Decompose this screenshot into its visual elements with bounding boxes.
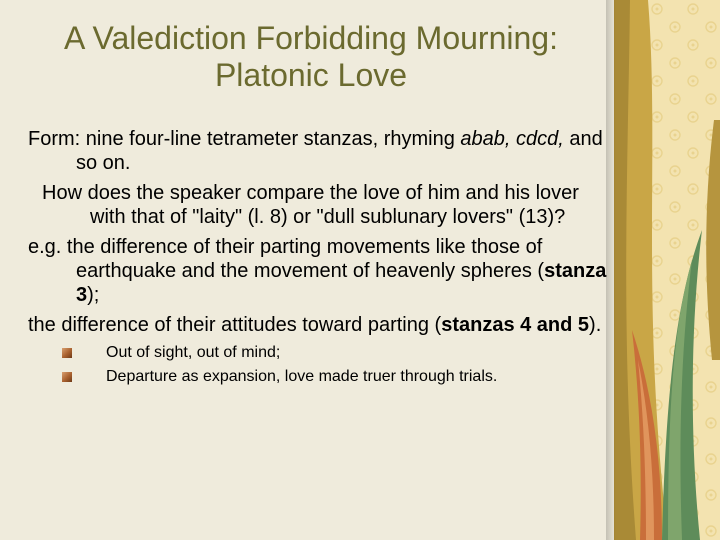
attitudes-text: the difference of their attitudes toward parting ( xyxy=(28,314,442,336)
attitudes-suffix: ). xyxy=(589,314,602,336)
bullet-item xyxy=(28,367,608,387)
stanzas-4-5-reference: stanzas 4 and 5 xyxy=(441,314,590,336)
stanza-3-reference: stanza 3 xyxy=(76,260,607,306)
form-paragraph xyxy=(28,127,608,175)
question-text: How does the speaker compare the love of him and his lover with that of "laity" (l. 8) or "dull sublunary lovers" (13)? xyxy=(42,182,579,228)
attitudes-paragraph xyxy=(28,313,608,337)
rhyme-scheme: abab, cdcd, xyxy=(460,128,564,150)
slide-title xyxy=(18,20,604,94)
square-bullet-icon xyxy=(62,372,72,382)
example-suffix: ); xyxy=(87,284,100,306)
example-paragraph xyxy=(28,235,608,307)
title-line-1: A Valediction Forbidding Mourning: xyxy=(64,20,558,56)
square-bullet-icon xyxy=(62,348,72,358)
title-line-2: Platonic Love xyxy=(214,57,408,93)
bullet-item xyxy=(28,343,608,363)
example-text: e.g. the difference of their parting movements like those of earthquake and the movement of heavenly spheres ( xyxy=(28,236,545,282)
form-suffix: and so on. xyxy=(76,128,603,174)
bullet-text: Departure as expansion, love made truer through trials. xyxy=(106,368,498,385)
bullet-text: Out of sight, out of mind; xyxy=(106,344,281,361)
question-paragraph xyxy=(42,181,608,229)
slide-body xyxy=(28,127,608,387)
form-text: Form: nine four-line tetrameter stanzas, rhyming xyxy=(28,128,455,150)
decorative-panel xyxy=(606,0,720,540)
